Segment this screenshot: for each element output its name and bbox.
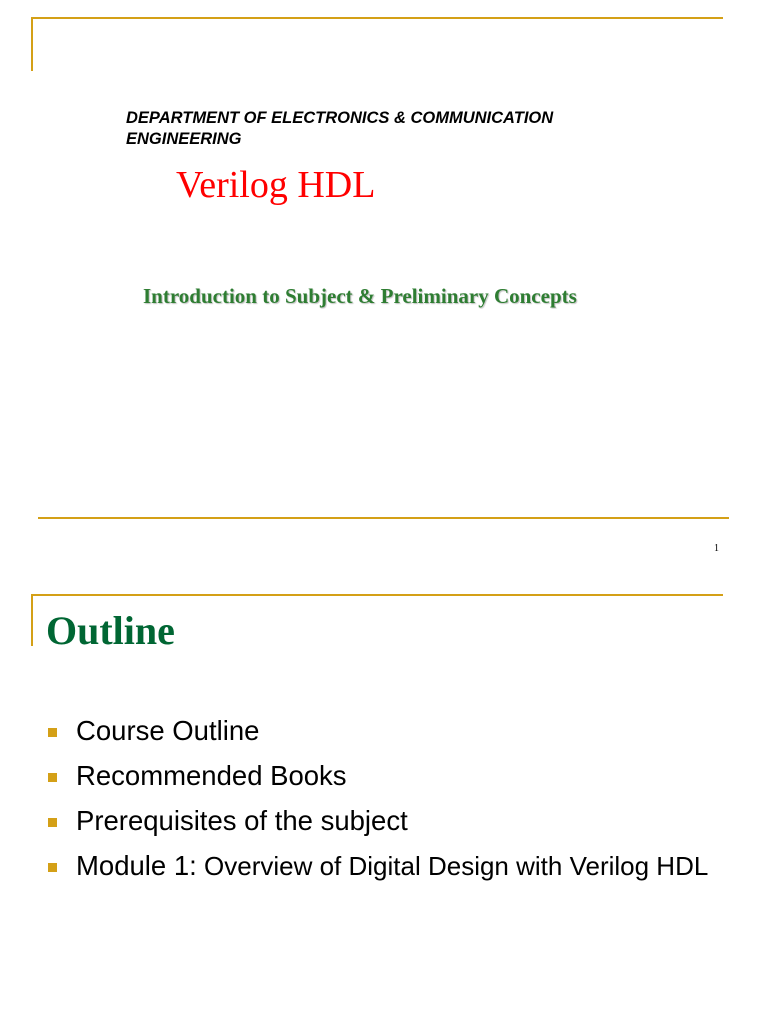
bottom-rule [38, 517, 729, 519]
left-rule [31, 594, 33, 646]
square-bullet-icon [48, 818, 57, 827]
slide-2 [0, 576, 768, 1024]
list-item-detail: Overview of Digital Design with Verilog HDL [196, 851, 709, 881]
slide-title: Verilog HDL [176, 164, 376, 206]
list-item [46, 714, 726, 747]
list-item-label: Recommended Books [76, 760, 347, 791]
list-item-label: Prerequisites of the subject [76, 805, 408, 836]
list-item [46, 804, 726, 837]
square-bullet-icon [48, 773, 57, 782]
outline-title: Outline [46, 608, 175, 653]
list-item [46, 849, 726, 883]
list-item-label: Course Outline [76, 715, 260, 746]
left-rule [31, 17, 33, 71]
outline-list [46, 714, 726, 895]
top-rule [31, 17, 723, 19]
square-bullet-icon [48, 728, 57, 737]
square-bullet-icon [48, 863, 57, 872]
top-rule [31, 594, 723, 596]
page-number: 1 [714, 543, 719, 554]
list-item [46, 759, 726, 792]
slide-subtitle: Introduction to Subject & Preliminary Concepts [143, 284, 577, 308]
department-heading: DEPARTMENT OF ELECTRONICS & COMMUNICATION ENGINEERING [126, 109, 554, 148]
list-item-label: Module 1: [76, 850, 197, 881]
